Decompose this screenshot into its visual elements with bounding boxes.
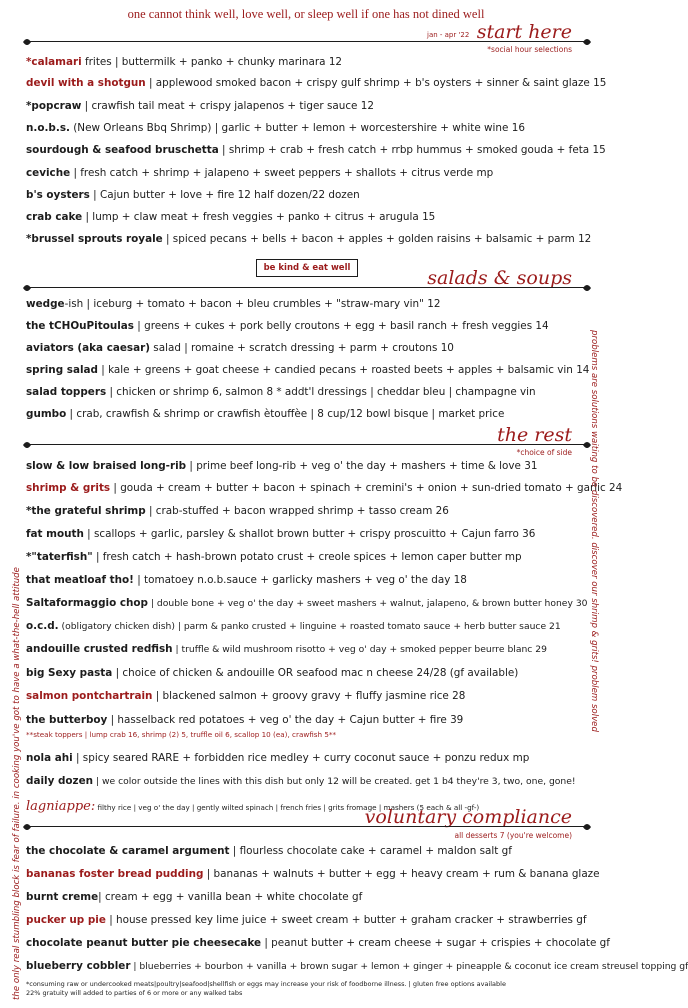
- menu-item-caesar: aviators (aka caesar) salad | romaine + scratch dressing + parm + croutons 10: [26, 342, 454, 354]
- dessert-item-chocolate-caramel: the chocolate & caramel argument | flourless chocolate cake + caramel + maldon salt gf: [26, 845, 512, 857]
- dessert-item-burnt-creme: burnt creme| cream + egg + vanilla bean + white chocolate gf: [26, 891, 363, 903]
- ornament-icon: [22, 282, 32, 294]
- menu-item-butterboy: the butterboy | hasselback red potatoes + veg o' the day + Cajun butter + fire 39: [26, 714, 464, 726]
- menu-item-spring-salad: spring salad | kale + greens + goat cheese + candied pecans + roasted beets + apples + balsamic vin 14: [26, 364, 590, 376]
- tagline: one cannot think well, love well, or sleep well if one has not dined well: [127, 7, 485, 21]
- vertical-quote-right: problems are solutions waiting to be discovered. discover our shrimp & grits! problem solved: [589, 330, 599, 732]
- menu-item-redfish: andouille crusted redfish | truffle & wild mushroom risotto + veg o' day + smoked pepper beurre blanc 29: [26, 643, 547, 655]
- menu-item-gumbo: gumbo | crab, crawfish & shrimp or crawfish ètouffèe | 8 cup/12 bowl bisque | market price: [26, 408, 505, 420]
- footer-gratuity: 22% gratuity will added to parties of 6 or more or any walked tabs: [26, 989, 243, 997]
- menu-item-calamari: *calamari frites | buttermilk + panko + chunky marinara 12: [26, 56, 343, 68]
- kind-badge: be kind & eat well: [256, 259, 358, 277]
- menu-date: jan - apr '22: [427, 31, 470, 39]
- section-sub-rest: *choice of side: [516, 448, 572, 457]
- ornament-icon: [582, 282, 592, 294]
- menu-item-shrimp-grits: shrimp & grits | gouda + cream + butter + bacon + spinach + cremini's + onion + sun-dried tomato + garlic 24: [26, 482, 623, 494]
- lagniappe-sides: filthy rice | veg o' the day | gently wilted spinach | french fries | grits fromage | mashers (5 each & all -gf-): [95, 803, 480, 812]
- footer-disclaimer: *consuming raw or undercooked meats|poultry|seafood|shellfish or eggs may increase your risk of foodborne illness. | gluten free options available: [26, 980, 506, 988]
- vertical-quote-left: the only real stumbling block is fear of failure. in cooking you've got to have a what-the-hell attitude: [12, 567, 22, 1000]
- section-sub-start: *social hour selections: [487, 45, 572, 54]
- lagniappe-title: lagniappe:: [26, 799, 96, 814]
- section-title-desserts: voluntary compliance: [364, 806, 572, 828]
- menu-item-bruschetta: sourdough & seafood bruschetta | shrimp + crab + fresh catch + rrbp hummus + smoked gouda + feta 15: [26, 144, 606, 156]
- menu-item-salad-toppers: salad toppers | chicken or shrimp 6, salmon 8 * addt'l dressings | cheddar bleu | champagne vin: [26, 386, 536, 398]
- ornament-icon: [582, 821, 592, 833]
- ornament-icon: [22, 36, 32, 48]
- menu-item-daily-dozen: daily dozen | we color outside the lines with this dish but only 12 will be created. get 1 b4 they're 3, two, one, gone!: [26, 775, 576, 787]
- ornament-icon: [582, 36, 592, 48]
- menu-item-devil: devil with a shotgun | applewood smoked bacon + crispy gulf shrimp + b's oysters + sinner & saint glaze 15: [26, 77, 607, 89]
- menu-item-wedge: wedge-ish | iceburg + tomato + bacon + bleu crumbles + "straw-mary vin" 12: [26, 298, 441, 310]
- menu-item-long-rib: slow & low braised long-rib | prime beef long-rib + veg o' the day + mashers + time & love 31: [26, 460, 538, 472]
- section-sub-desserts: all desserts 7 (you're welcome): [454, 831, 572, 840]
- steak-toppers: **steak toppers | lump crab 16, shrimp (2) 5, truffle oil 6, scallop 10 (ea), crawfish 5**: [26, 730, 337, 739]
- menu-item-oysters: b's oysters | Cajun butter + love + fire 12 half dozen/22 dozen: [26, 189, 360, 201]
- menu-item-nola-ahi: nola ahi | spicy seared RARE + forbidden rice medley + curry coconut sauce + ponzu redux mp: [26, 752, 530, 764]
- menu-item-ocd: o.c.d. (obligatory chicken dish) | parm & panko crusted + linguine + roasted tomato sauce + herb butter sauce 21: [26, 620, 561, 632]
- menu-item-meatloaf: that meatloaf tho! | tomatoey n.o.b.sauce + garlicky mashers + veg o' the day 18: [26, 574, 467, 586]
- menu-item-fat-mouth: fat mouth | scallops + garlic, parsley & shallot brown butter + crispy proscuitto + Cajun farro 36: [26, 528, 536, 540]
- dessert-item-pb-pie: chocolate peanut butter pie cheesecake | peanut butter + cream cheese + sugar + crispies + chocolate gf: [26, 937, 610, 949]
- divider-rest: [22, 439, 592, 451]
- divider-salads: [22, 282, 592, 294]
- dessert-item-cobbler: blueberry cobbler | blueberries + bourbon + vanilla + brown sugar + lemon + ginger + pineapple & coconut ice cream streusel topping gf: [26, 960, 688, 972]
- section-title-salads: salads & soups: [427, 267, 572, 289]
- menu-item-crab-cake: crab cake | lump + claw meat + fresh veggies + panko + citrus + arugula 15: [26, 211, 436, 223]
- menu-item-popcraw: *popcraw | crawfish tail meat + crispy jalapenos + tiger sauce 12: [26, 100, 374, 112]
- menu-item-chop: Saltaformaggio chop | double bone + veg o' the day + sweet mashers + walnut, jalapeno, & brown butter honey 30: [26, 597, 588, 609]
- menu-item-tchoupitoulas: the tCHOuPitoulas | greens + cukes + pork belly croutons + egg + basil ranch + fresh veggies 14: [26, 320, 549, 332]
- dessert-item-bread-pudding: bananas foster bread pudding | bananas + walnuts + butter + egg + heavy cream + rum & banana glaze: [26, 868, 600, 880]
- ornament-icon: [22, 821, 32, 833]
- menu-item-taterfish: *"taterfish" | fresh catch + hash-brown potato crust + creole spices + lemon caper butter mp: [26, 551, 522, 563]
- section-title-start: start here: [476, 21, 572, 43]
- dessert-item-pucker-up-pie: pucker up pie | house pressed key lime juice + sweet cream + butter + graham cracker + strawberries gf: [26, 914, 587, 926]
- section-title-rest: the rest: [497, 424, 572, 446]
- ornament-icon: [22, 439, 32, 451]
- menu-item-nobs: n.o.b.s. (New Orleans Bbq Shrimp) | garlic + butter + lemon + worcestershire + white wine 16: [26, 122, 525, 134]
- menu-item-big-sexy-pasta: big Sexy pasta | choice of chicken & andouille OR seafood mac n cheese 24/28 (gf available): [26, 667, 519, 679]
- menu-item-ceviche: ceviche | fresh catch + shrimp + jalapeno + sweet peppers + shallots + citrus verde mp: [26, 167, 494, 179]
- menu-item-grateful-shrimp: *the grateful shrimp | crab-stuffed + bacon wrapped shrimp + tasso cream 26: [26, 505, 449, 517]
- menu-item-salmon: salmon pontchartrain | blackened salmon + groovy gravy + fluffy jasmine rice 28: [26, 690, 466, 702]
- menu-item-brussel-sprouts: *brussel sprouts royale | spiced pecans + bells + bacon + apples + golden raisins + balsamic + parm 12: [26, 233, 592, 245]
